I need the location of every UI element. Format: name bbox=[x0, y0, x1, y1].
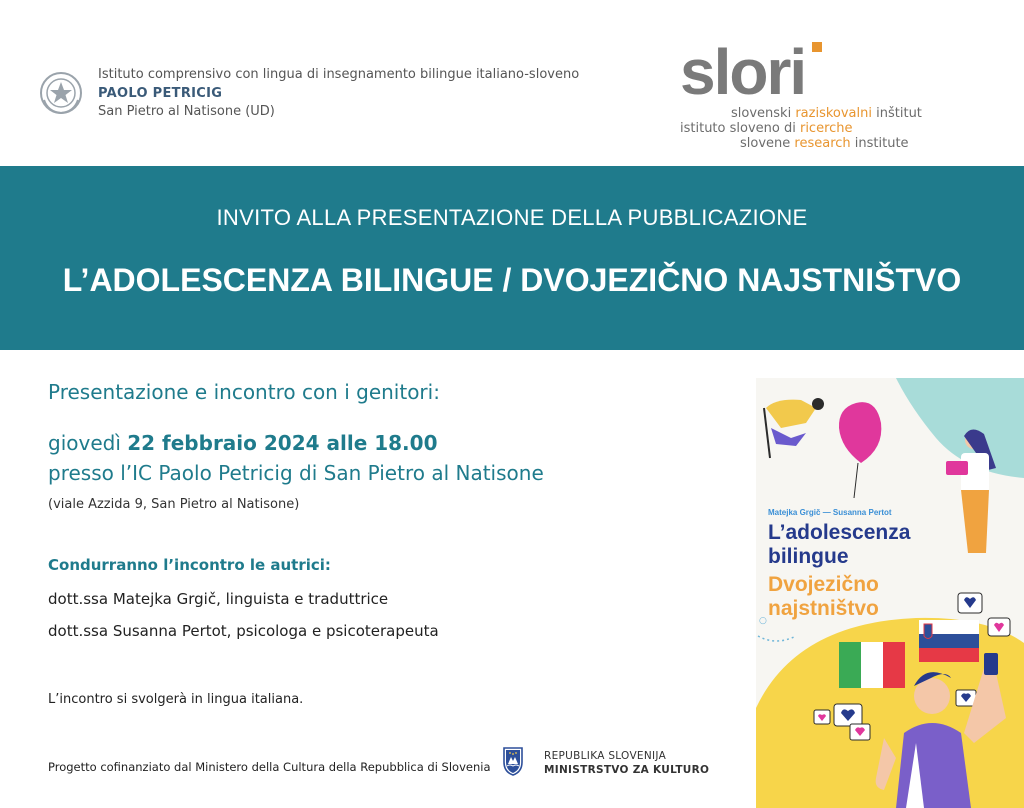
slori-logo-text: slori bbox=[680, 36, 806, 102]
event-intro: Presentazione e incontro con i genitori: bbox=[48, 380, 440, 404]
svg-text:○: ○ bbox=[759, 616, 767, 626]
slori-line-it: istituto sloveno di ricerche bbox=[680, 121, 853, 136]
cover-title-it: L’adolescenza bilingue bbox=[768, 521, 911, 568]
publication-title: L’ADOLESCENZA BILINGUE / DVOJEZIČNO NAJSTNIŠTVO bbox=[62, 262, 962, 298]
author-pertot: dott.ssa Susanna Pertot, psicologa e psicoterapeuta bbox=[48, 622, 439, 640]
slovenia-coat-of-arms-icon bbox=[502, 746, 524, 776]
project-funding-note: Progetto cofinanziato dal Ministero della Cultura della Repubblica di Slovenia bbox=[48, 760, 491, 774]
slori-line-sl: slovenski raziskovalni inštitut bbox=[731, 106, 922, 121]
cover-title-sl: Dvojezično najstništvo bbox=[768, 573, 879, 620]
title-banner bbox=[0, 166, 1024, 350]
author-grgic: dott.ssa Matejka Grgič, linguista e traduttrice bbox=[48, 590, 389, 608]
slori-logo bbox=[680, 36, 830, 102]
republic-name: REPUBLIKA SLOVENIJA bbox=[544, 750, 667, 762]
event-venue: presso l’IC Paolo Petricig di San Pietro al Natisone bbox=[48, 461, 544, 485]
authors-lead: Condurranno l’incontro le autrici: bbox=[48, 556, 331, 574]
event-address: (viale Azzida 9, San Pietro al Natisone) bbox=[48, 497, 300, 512]
school-city: San Pietro al Natisone (UD) bbox=[98, 104, 275, 119]
ministry-name: MINISTRSTVO ZA KULTURO bbox=[544, 764, 710, 776]
school-name: PAOLO PETRICIG bbox=[98, 86, 223, 101]
slori-logo-dot bbox=[812, 42, 822, 52]
italian-republic-emblem-icon bbox=[38, 70, 84, 116]
school-description: Istituto comprensivo con lingua di insegnamento bilingue italiano-sloveno bbox=[98, 67, 580, 82]
slori-line-en: slovene research institute bbox=[740, 136, 909, 151]
event-date: giovedì 22 febbraio 2024 alle 18.00 bbox=[48, 431, 438, 455]
language-note: L’incontro si svolgerà in lingua italiana. bbox=[48, 692, 304, 707]
cover-authors: Matejka Grgič — Susanna Pertot bbox=[768, 508, 892, 517]
banner-subtitle: INVITO ALLA PRESENTAZIONE DELLA PUBBLICAZIONE bbox=[216, 205, 808, 230]
book-cover bbox=[756, 378, 1024, 808]
